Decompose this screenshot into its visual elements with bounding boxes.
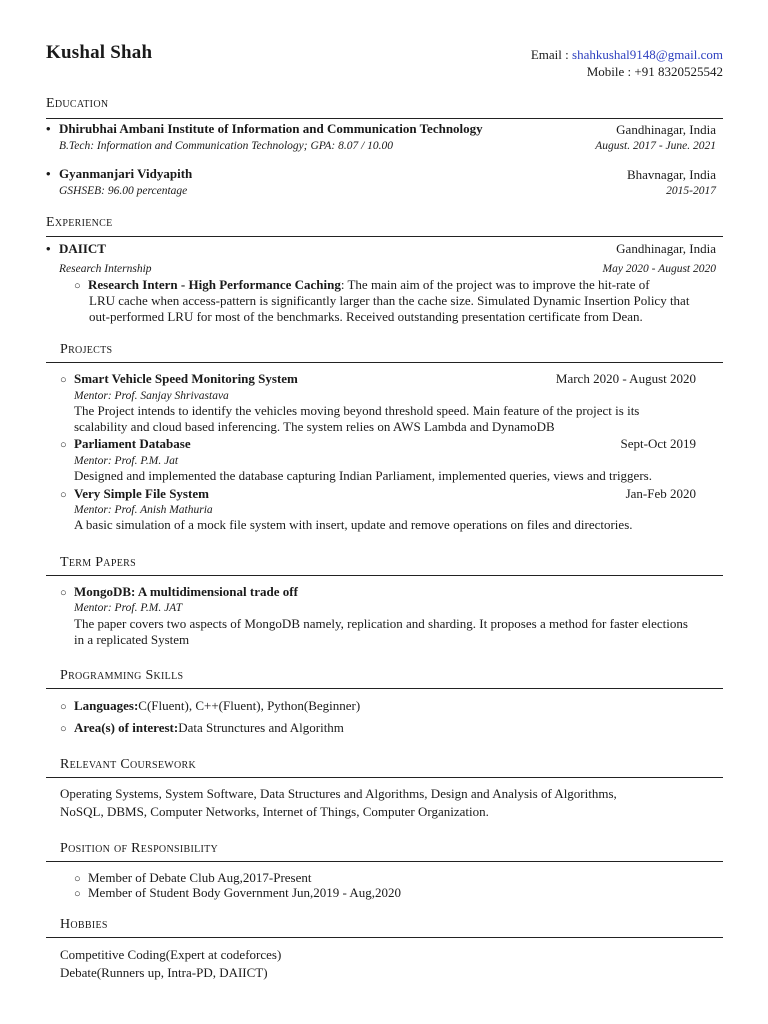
experience-location: Gandhinagar, India: [616, 241, 716, 256]
education-school: • Dhirubhai Ambani Institute of Information and Communication Technology: [46, 121, 483, 136]
circle-bullet-icon: ○: [60, 489, 67, 501]
education-location: Bhavnagar, India: [626, 167, 716, 182]
paper-description: The paper covers two aspects of MongoDB namely, replication and sharding. It proposes a method for faster elections: [74, 616, 688, 631]
project-dates: Jan-Feb 2020: [625, 486, 696, 501]
responsibility-item: ○ Member of Student Body Government Jun,2019 - Aug,2020: [74, 885, 402, 900]
coursework-text: Operating Systems, System Software, Data Structures and Algorithms, Design and Analysis of Algorithms,: [60, 786, 617, 801]
project-description: scalability and cloud based inferencing. The system relies on AWS Lambda and DynamoDB: [74, 419, 555, 434]
paper-mentor: Mentor: Prof. P.M. JAT: [74, 602, 183, 614]
section-title-skills: Programming Skills: [60, 668, 184, 683]
mobile-number: +91 8320525542: [634, 64, 723, 79]
section-title-experience: Experience: [46, 215, 113, 230]
circle-bullet-icon: ○: [60, 374, 67, 386]
section-rule: [46, 688, 723, 689]
circle-bullet-icon: ○: [74, 873, 81, 885]
experience-point-text: LRU cache when access-pattern is significantly larger than the cache size. Simulated Dynamic Insertion Policy that: [89, 293, 690, 308]
experience-point-text: out-performed LRU for most of the benchmarks. Received outstanding presentation certificate from Dean.: [89, 309, 643, 324]
project-name: ○ Smart Vehicle Speed Monitoring System: [60, 371, 298, 386]
circle-bullet-icon: ○: [74, 280, 81, 292]
mobile-label: Mobile :: [586, 64, 635, 79]
email-link[interactable]: shahkushal9148@gmail.com: [572, 47, 723, 62]
circle-bullet-icon: ○: [60, 723, 67, 735]
project-mentor: Mentor: Prof. P.M. Jat: [74, 455, 179, 467]
section-title-hobbies: Hobbies: [60, 917, 108, 932]
experience-point: ○ Research Intern - High Performance Caching: The main aim of the project was to improve the hit-rate of: [74, 277, 650, 292]
project-name: ○ Very Simple File System: [60, 486, 209, 501]
section-title-education: Education: [46, 96, 109, 111]
project-description: The Project intends to identify the vehicles moving beyond threshold speed. Main feature of the project is its: [74, 403, 640, 418]
project-mentor: Mentor: Prof. Sanjay Shrivastava: [74, 390, 229, 402]
education-school: • Gyanmanjari Vidyapith: [46, 166, 193, 181]
education-location: Gandhinagar, India: [616, 122, 716, 137]
mobile-line: [531, 63, 723, 80]
coursework-text: NoSQL, DBMS, Computer Networks, Internet of Things, Computer Organization.: [60, 804, 489, 819]
skills-languages: ○ Languages:C(Fluent), C++(Fluent), Python(Beginner): [60, 698, 361, 713]
skills-areas: ○ Area(s) of interest:Data Strunctures and Algorithm: [60, 720, 344, 735]
bullet-icon: •: [46, 121, 51, 136]
experience-dates: May 2020 - August 2020: [602, 263, 716, 275]
section-title-projects: Projects: [60, 342, 113, 357]
education-dates: 2015-2017: [666, 185, 716, 197]
project-dates: March 2020 - August 2020: [555, 371, 696, 386]
bullet-icon: •: [46, 241, 51, 256]
project-name: ○ Parliament Database: [60, 436, 191, 451]
section-rule: [46, 777, 723, 778]
circle-bullet-icon: ○: [60, 701, 67, 713]
section-rule: [46, 118, 723, 119]
circle-bullet-icon: ○: [74, 888, 81, 900]
section-rule: [46, 575, 723, 576]
education-degree: B.Tech: Information and Communication Technology; GPA: 8.07 / 10.00: [59, 140, 394, 152]
paper-name: ○ MongoDB: A multidimensional trade off: [60, 584, 298, 599]
hobby-item: Competitive Coding(Expert at codeforces): [60, 947, 282, 962]
candidate-name: Kushal Shah: [46, 42, 153, 63]
education-degree: GSHSEB: 96.00 percentage: [59, 185, 188, 197]
project-mentor: Mentor: Prof. Anish Mathuria: [74, 504, 213, 516]
project-dates: Sept-Oct 2019: [620, 436, 696, 451]
contact-block: [531, 46, 723, 80]
circle-bullet-icon: ○: [60, 439, 67, 451]
section-rule: [46, 861, 723, 862]
section-title-responsibility: Position of Responsibility: [60, 841, 219, 856]
project-description: A basic simulation of a mock file system with insert, update and remove operations on files and directories.: [74, 517, 633, 532]
paper-description: in a replicated System: [74, 632, 190, 647]
email-line: [531, 46, 723, 63]
bullet-icon: •: [46, 166, 51, 181]
hobby-item: Debate(Runners up, Intra-PD, DAIICT): [60, 965, 268, 980]
section-rule: [46, 236, 723, 237]
circle-bullet-icon: ○: [60, 587, 67, 599]
education-dates: August. 2017 - June. 2021: [595, 140, 716, 152]
experience-org: • DAIICT: [46, 241, 106, 256]
responsibility-item: ○ Member of Debate Club Aug,2017-Present: [74, 870, 312, 885]
experience-role: Research Internship: [59, 263, 152, 275]
project-description: Designed and implemented the database capturing Indian Parliament, implemented queries, views and triggers.: [74, 468, 652, 483]
section-title-term-papers: Term Papers: [60, 555, 136, 570]
section-title-coursework: Relevant Coursework: [60, 757, 197, 772]
email-label: Email :: [530, 47, 573, 62]
section-rule: [46, 937, 723, 938]
section-rule: [46, 362, 723, 363]
